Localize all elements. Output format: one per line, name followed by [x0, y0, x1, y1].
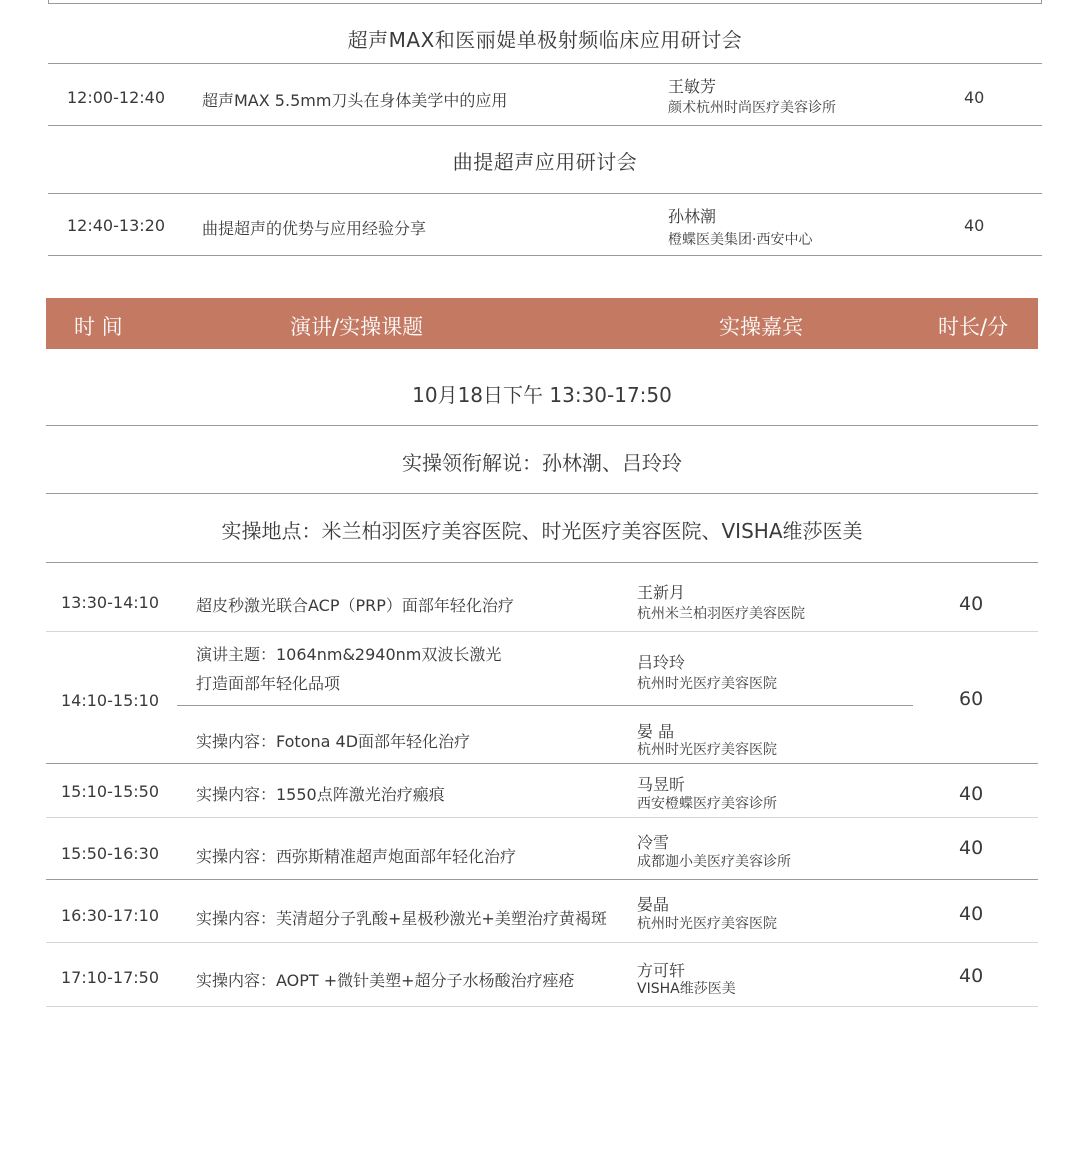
speaker-org: 成都迦小美医疗美容诊所	[637, 854, 791, 870]
divider	[48, 63, 1042, 64]
row-time: 14:10-15:10	[61, 691, 159, 710]
divider	[48, 125, 1042, 126]
speaker-org: 杭州时光医疗美容医院	[637, 916, 777, 932]
row-duration: 60	[959, 688, 984, 710]
row-time: 16:30-17:10	[61, 906, 159, 925]
divider	[46, 817, 1038, 818]
header-time: 时 间	[74, 315, 123, 339]
row-topic: 实操内容：AOPT +微针美塑+超分子水杨酸治疗痤疮	[196, 971, 575, 990]
session-title: 曲提超声应用研讨会	[452, 150, 638, 174]
row-topic-continued: 打造面部年轻化品项	[196, 674, 341, 693]
row-topic: 实操内容：芙清超分子乳酸+星极秒激光+美塑治疗黄褐斑	[196, 909, 607, 928]
leaders-line: 实操领衔解说：孙林潮、吕玲玲	[402, 451, 682, 475]
row-time: 13:30-14:10	[61, 593, 159, 612]
row-topic: 超皮秒激光联合ACP（PRP）面部年轻化治疗	[196, 596, 514, 615]
location-line: 实操地点：米兰柏羽医疗美容医院、时光医疗美容医院、VISHA维莎医美	[221, 519, 863, 543]
row-topic: 实操内容：西弥斯精准超声炮面部年轻化治疗	[196, 847, 517, 866]
date-line: 10月18日下午 13:30-17:50	[412, 383, 672, 407]
speaker-name: 晏 晶	[637, 722, 675, 741]
row-duration: 40	[959, 903, 984, 925]
divider	[48, 3, 1042, 4]
speaker-org: VISHA维莎医美	[637, 981, 736, 997]
divider	[46, 562, 1038, 563]
speaker-name: 吕玲玲	[637, 653, 686, 672]
row-duration: 40	[964, 216, 985, 235]
row-time: 12:00-12:40	[67, 88, 165, 107]
divider	[48, 193, 1042, 194]
speaker-org: 杭州时光医疗美容医院	[637, 676, 777, 692]
divider	[46, 631, 1038, 632]
row-duration: 40	[959, 837, 984, 859]
speaker-org: 杭州米兰柏羽医疗美容医院	[637, 606, 805, 622]
row-duration: 40	[959, 965, 984, 987]
header-guest: 实操嘉宾	[719, 315, 803, 339]
row-topic: 实操内容：Fotona 4D面部年轻化治疗	[196, 732, 471, 751]
divider	[48, 255, 1042, 256]
divider	[46, 1006, 1038, 1007]
sub-divider	[177, 705, 913, 706]
row-topic: 实操内容：1550点阵激光治疗瘢痕	[196, 785, 445, 804]
speaker-org: 西安橙蝶医疗美容诊所	[637, 796, 777, 812]
header-topic: 演讲/实操课题	[290, 315, 424, 339]
row-time: 17:10-17:50	[61, 968, 159, 987]
divider	[46, 493, 1038, 494]
speaker-org: 橙蝶医美集团·西安中心	[668, 232, 813, 248]
table-header	[46, 298, 1038, 349]
speaker-name: 冷雪	[637, 833, 670, 852]
divider	[46, 763, 1038, 764]
session-title: 超声MAX和医丽媞单极射频临床应用研讨会	[347, 28, 743, 52]
divider	[46, 942, 1038, 943]
divider	[46, 425, 1038, 426]
speaker-org: 杭州时光医疗美容医院	[637, 742, 777, 758]
row-topic: 超声MAX 5.5mm刀头在身体美学中的应用	[202, 91, 508, 110]
row-time: 15:10-15:50	[61, 782, 159, 801]
row-duration: 40	[959, 593, 984, 615]
divider	[46, 879, 1038, 880]
row-topic: 演讲主题：1064nm&2940nm双波长激光	[196, 645, 502, 664]
row-duration: 40	[959, 783, 984, 805]
speaker-name: 孙林潮	[668, 207, 717, 226]
row-time: 12:40-13:20	[67, 216, 165, 235]
speaker-name: 马昱昕	[637, 775, 686, 794]
header-duration: 时长/分	[938, 315, 1009, 339]
speaker-name: 晏晶	[637, 895, 670, 914]
speaker-name: 王敏芳	[668, 77, 717, 96]
row-duration: 40	[964, 88, 985, 107]
row-time: 15:50-16:30	[61, 844, 159, 863]
speaker-name: 方可轩	[637, 961, 686, 980]
row-topic: 曲提超声的优势与应用经验分享	[202, 219, 427, 238]
speaker-org: 颜术杭州时尚医疗美容诊所	[668, 100, 836, 116]
speaker-name: 王新月	[637, 583, 686, 602]
